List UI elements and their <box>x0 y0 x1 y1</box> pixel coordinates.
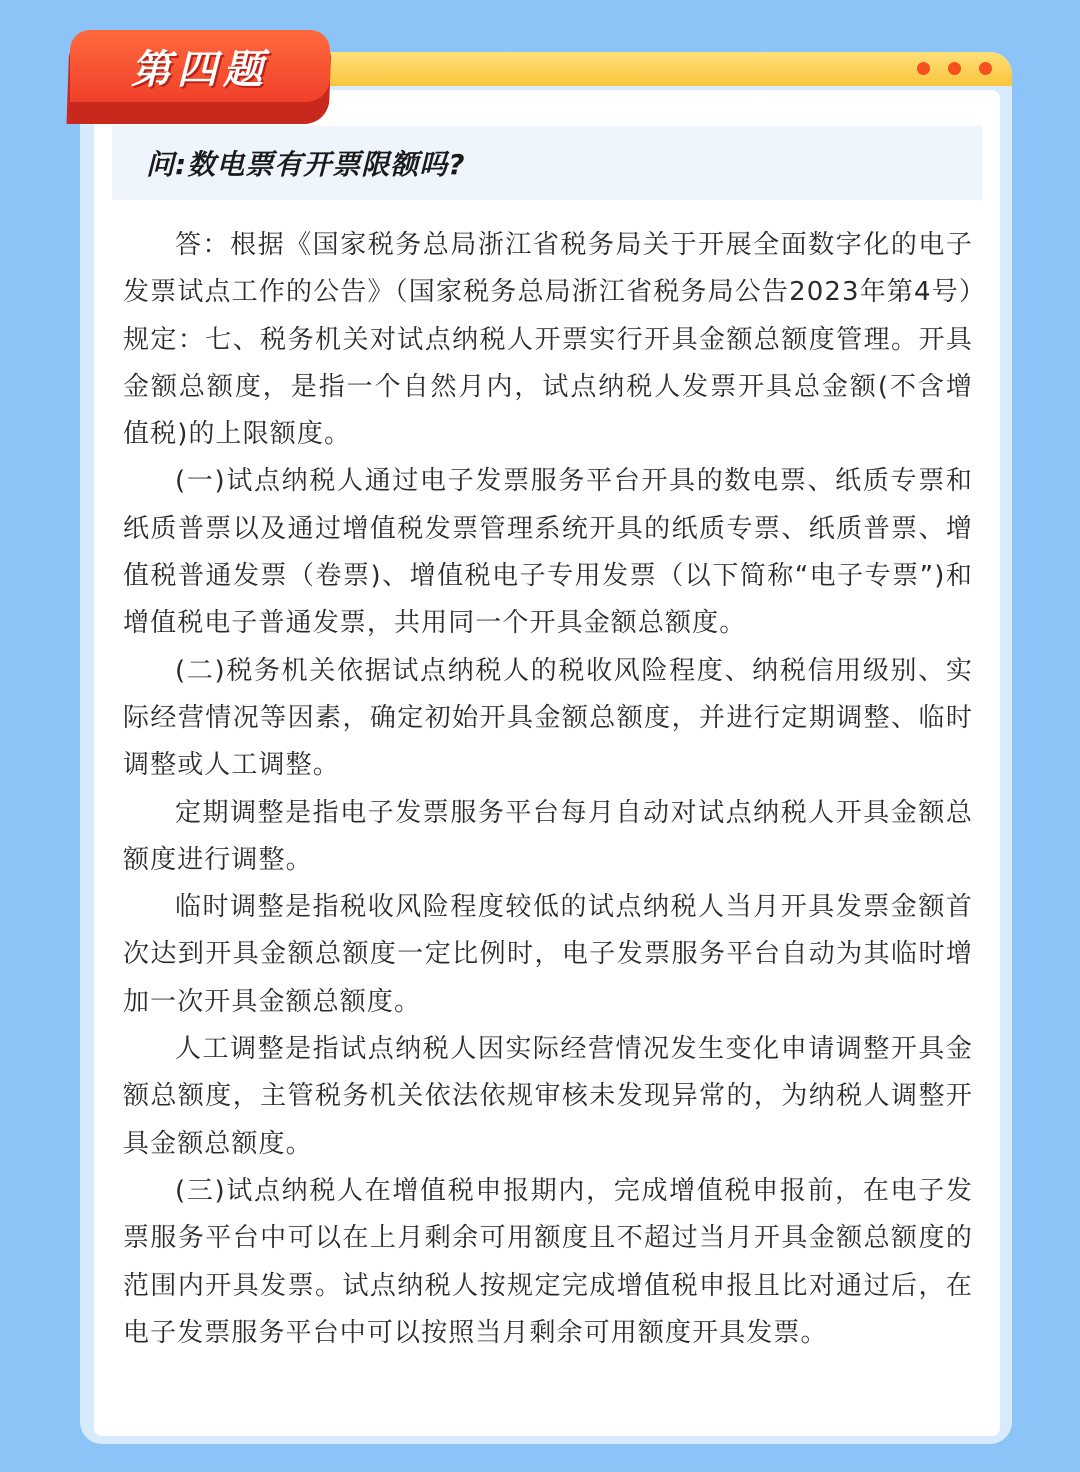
dot-icon <box>948 62 961 75</box>
header-bar <box>300 52 1012 86</box>
decorative-dots <box>917 62 992 75</box>
question-box <box>112 126 982 200</box>
dot-icon <box>917 62 930 75</box>
answer-paragraph: 临时调整是指税收风险程度较低的试点纳税人当月开具发票金额首次达到开具金额总额度一定比例时，电子发票服务平台自动为其临时增加一次开具金额总额度。 <box>123 892 973 1017</box>
answer-paragraph: (二)税务机关依据试点纳税人的税收风险程度、纳税信用级别、实际经营情况等因素，确定初始开具金额总额度，并进行定期调整、临时调整或人工调整。 <box>123 655 973 781</box>
badge-label: 第四题 <box>131 46 269 93</box>
answer-paragraph: 答：根据《国家税务总局浙江省税务局关于开展全面数字化的电子发票试点工作的公告》（国家税务总局浙江省税务局公告2023年第4号）规定：七、税务机关对试点纳税人开票实行开具金额总额度管理。开具金额总额度，是指一个自然月内，试点纳税人发票开具总金额(不含增值税)的上限额度。 <box>123 230 973 450</box>
answer-paragraph: (三)试点纳税人在增值税申报期内，完成增值税申报前，在电子发票服务平台中可以在上月剩余可用额度且不超过当月开具金额总额度的范围内开具发票。试点纳税人按规定完成增值税申报且比对通过后，在电子发票服务平台中可以按照当月剩余可用额度开具发票。 <box>123 1175 973 1348</box>
question-number-badge <box>70 30 330 102</box>
answer-body <box>123 222 973 1357</box>
answer-paragraph: 定期调整是指电子发票服务平台每月自动对试点纳税人开具金额总额度进行调整。 <box>123 797 973 875</box>
question-text: 问:数电票有开票限额吗? <box>146 148 466 181</box>
answer-paragraph: (一)试点纳税人通过电子发票服务平台开具的数电票、纸质专票和纸质普票以及通过增值税发票管理系统开具的纸质专票、纸质普票、增值税普通发票（卷票)、增值税电子专用发票（以下简称“电子专票”)和增值税电子普通发票，共用同一个开具金额总额度。 <box>123 466 973 639</box>
answer-paragraph: 人工调整是指试点纳税人因实际经营情况发生变化申请调整开具金额总额度，主管税务机关依法依规审核未发现异常的，为纳税人调整开具金额总额度。 <box>123 1034 973 1159</box>
dot-icon <box>979 62 992 75</box>
